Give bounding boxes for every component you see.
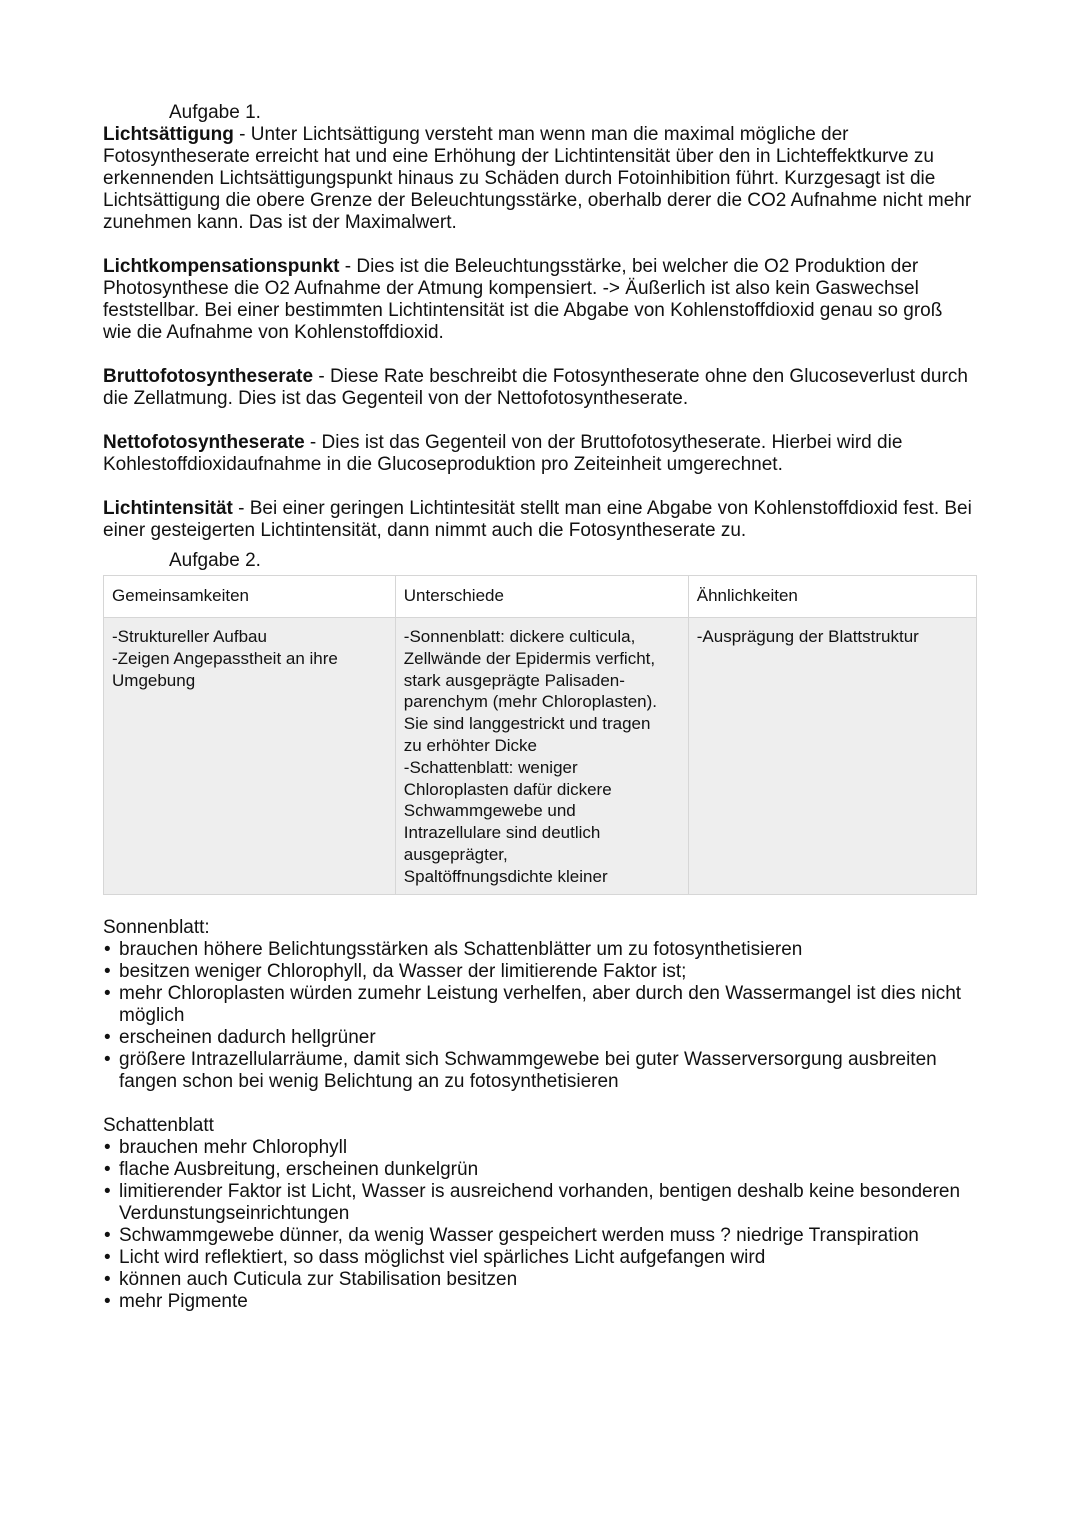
definition-text: - Unter Lichtsättigung versteht man wenn man die maximal mögliche der Fotosyntheserate erreicht hat und eine Erhöhung der Lichtintensität über den in Lichteffektkurve zu erkennenden Lichtsättigungspunkt hinaus zu Schäden durch Fotoinhibition führt. Kurzgesagt ist die Lichtsättigung die obere Grenze der Beleuchtungsstärke, oberhalb derer die CO2 Aufnahme nicht mehr zunehmen kann. Das ist der Maximalwert. xyxy=(103,124,972,233)
list-item: • besitzen weniger Chlorophyll, da Wasser der limitierende Faktor ist; xyxy=(103,961,973,983)
cell-line: parenchym (mehr Chloroplasten). xyxy=(403,692,657,712)
cell-gemeinsamkeiten xyxy=(104,618,396,895)
list-item: • brauchen mehr Chlorophyll xyxy=(103,1137,973,1159)
definition-nettofotosyntheserate xyxy=(103,432,973,476)
cell-unterschiede xyxy=(395,618,688,895)
cell-aehnlichkeiten xyxy=(688,618,976,895)
table-header-row xyxy=(104,576,977,618)
definition-term: Lichtsättigung xyxy=(103,124,234,145)
cell-line: Sie sind langgestrickt und tragen xyxy=(403,714,651,734)
list-item: • größere Intrazellularräume, damit sich Schwammgewebe bei guter Wasserversorgung ausbreiten fangen schon bei wenig Belichtung an zu fotosynthetisieren xyxy=(103,1049,973,1093)
cell-line: Schwammgewebe und xyxy=(403,801,576,821)
header-gemeinsamkeiten: Gemeinsamkeiten xyxy=(104,576,396,618)
definition-text: - Dies ist das Gegenteil von der Bruttofotosytheserate. Hierbei wird die Kohlestoffdioxidaufnahme in die Glucoseproduktion pro Zeiteinheit umgerechnet. xyxy=(103,432,903,475)
aufgabe1-heading: Aufgabe 1. xyxy=(169,102,261,123)
list-item: • Schwammgewebe dünner, da wenig Wasser gespeichert werden muss ? niedrige Transpiration xyxy=(103,1225,973,1247)
list-item: • mehr Chloroplasten würden zumehr Leistung verhelfen, aber durch den Wassermangel ist dies nicht möglich xyxy=(103,983,973,1027)
list-item: • mehr Pigmente xyxy=(103,1291,973,1313)
list-item: • brauchen höhere Belichtungsstärken als Schattenblätter um zu fotosynthetisieren xyxy=(103,939,973,961)
cell-line: -Struktureller Aufbau xyxy=(112,627,267,646)
header-aehnlichkeiten: Ähnlichkeiten xyxy=(688,576,976,618)
definition-bruttofotosyntheserate xyxy=(103,366,973,410)
cell-line: zu erhöhter Dicke xyxy=(403,735,538,755)
definition-term: Lichtintensität xyxy=(103,498,233,519)
cell-line: -Zeigen Angepasstheit an ihre Umgebung xyxy=(112,648,338,690)
list-item: • flache Ausbreitung, erscheinen dunkelgrün xyxy=(103,1159,973,1181)
aufgabe2-heading: Aufgabe 2. xyxy=(169,550,261,571)
sonnenblatt-title: Sonnenblatt: xyxy=(103,916,210,938)
cell-line: Intrazellulare sind deutlich xyxy=(403,823,601,843)
list-item: • können auch Cuticula zur Stabilisation besitzen xyxy=(103,1269,973,1291)
cell-line: stark ausgeprägte Palisaden- xyxy=(403,670,625,690)
cell-line: -Ausprägung der Blattstruktur xyxy=(696,627,919,646)
definition-term: Nettofotosyntheserate xyxy=(103,432,305,453)
definition-text: - Bei einer geringen Lichtintesität stellt man eine Abgabe von Kohlenstoffdioxid fest. Bei einer gesteigerten Lichtintensität, dann nimmt auch die Fotosyntheserate zu. xyxy=(103,498,972,541)
cell-line: ausgeprägter, xyxy=(403,844,508,864)
definition-lichtsaettigung xyxy=(103,124,973,234)
cell-line: -Sonnenblatt: dickere culticula, xyxy=(403,627,636,646)
definition-lichtintensitaet xyxy=(103,498,973,542)
comparison-table xyxy=(103,575,977,895)
definition-text: - Dies ist die Beleuchtungsstärke, bei welcher die O2 Produktion der Photosynthese die O2 Aufnahme der Atmung kompensiert. -> Äußerlich ist also kein Gaswechsel feststellbar. Bei einer bestimmten Lichtintensität ist die Abgabe von Kohlenstoffdioxid genau so groß wie die Aufnahme von Kohlenstoffdioxid. xyxy=(103,256,943,343)
schattenblatt-list xyxy=(103,1137,973,1313)
cell-line: Zellwände der Epidermis verficht, xyxy=(403,648,656,668)
cell-line: Chloroplasten dafür dickere xyxy=(403,779,612,799)
document-content xyxy=(103,102,973,1335)
list-item: • erscheinen dadurch hellgrüner xyxy=(103,1027,973,1049)
definition-text: - Diese Rate beschreibt die Fotosyntheserate ohne den Glucoseverlust durch die Zellatmung. Dies ist das Gegenteil von der Nettofotosyntheserate. xyxy=(103,366,968,409)
schattenblatt-title: Schattenblatt xyxy=(103,1114,214,1136)
definition-term: Bruttofotosyntheserate xyxy=(103,366,314,387)
list-item: • limitierender Faktor ist Licht, Wasser is ausreichend vorhanden, bentigen deshalb keine besonderen Verdunstungseinrichtungen xyxy=(103,1181,973,1225)
definition-lichtkompensationspunkt xyxy=(103,256,973,344)
header-unterschiede: Unterschiede xyxy=(395,576,688,618)
cell-line: -Schattenblatt: weniger xyxy=(403,757,578,777)
table-row xyxy=(104,618,977,895)
list-item: • Licht wird reflektiert, so dass möglichst viel spärliches Licht aufgefangen wird xyxy=(103,1247,973,1269)
definition-term: Lichtkompensationspunkt xyxy=(103,256,340,277)
cell-line: Spaltöffnungsdichte kleiner xyxy=(403,866,608,886)
sonnenblatt-list xyxy=(103,939,973,1093)
